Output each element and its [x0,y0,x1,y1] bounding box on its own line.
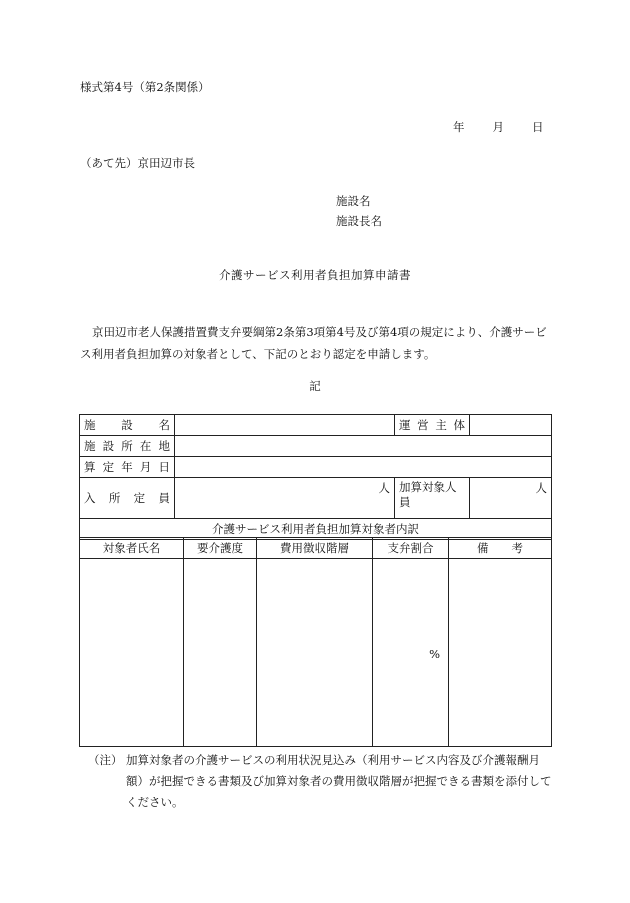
col-care-level-header: 要介護度 [184,538,257,559]
ki-heading: 記 [309,379,321,393]
name-cell[interactable] [80,559,184,747]
applicant-facility-name-label: 施設名 [336,194,371,208]
col-remarks-header: 備 考 [449,538,552,559]
facility-name-label: 施 設 名 [80,415,175,436]
eligible-count-field[interactable] [470,478,552,519]
addressee: （あて先）京田辺市長 [80,156,195,170]
col-payment-ratio-header: 支弁割合 [373,538,449,559]
note-tag: （注） [88,753,123,767]
col-fee-tier-header: 費用徴収階層 [257,538,373,559]
month-label: 月 [492,120,504,134]
applicant-director-label: 施設長名 [336,214,382,228]
calc-date-label: 算定年月日 [80,457,175,478]
percent-unit: % [429,646,440,661]
breakdown-title: 介護サービス利用者負担加算対象者内訳 [80,519,552,540]
calc-date-field[interactable] [175,457,552,478]
year-label: 年 [453,120,465,134]
remarks-cell[interactable] [449,559,552,747]
note-text: 加算対象者の介護サービスの利用状況見込み（利用サービス内容及び介護報酬月額）が把握できる書類及び加算対象者の費用徴収階層が把握できる書類を添付してください。 [126,753,552,809]
date-line [453,119,544,135]
operator-label: 運営主体 [395,415,470,436]
fee-tier-cell[interactable] [257,559,373,747]
operator-field[interactable] [470,415,552,436]
payment-ratio-cell[interactable] [373,559,449,747]
form-number: 様式第4号（第2条関係） [80,80,210,94]
facility-address-field[interactable] [175,436,552,457]
capacity-label: 入 所 定 員 [80,478,175,519]
facility-name-field[interactable] [175,415,395,436]
capacity-field[interactable] [175,478,395,519]
capacity-unit: 人 [378,481,390,495]
day-label: 日 [532,120,544,134]
care-level-cell[interactable] [184,559,257,747]
body-paragraph: 京田辺市老人保護措置費支弁要綱第2条第3項第4号及び第4項の規定により、介護サービス利用者負担加算の対象者として、下記のとおり認定を申請します。 [80,325,547,361]
eligible-count-label: 加算対象人員 [395,478,470,519]
facility-address-label: 施設所在地 [80,436,175,457]
note [80,750,552,813]
breakdown-table [79,537,552,747]
application-table [79,414,552,540]
col-name-header: 対象者氏名 [80,538,184,559]
document-title: 介護サービス利用者負担加算申請書 [219,268,411,282]
eligible-count-unit: 人 [535,481,547,495]
